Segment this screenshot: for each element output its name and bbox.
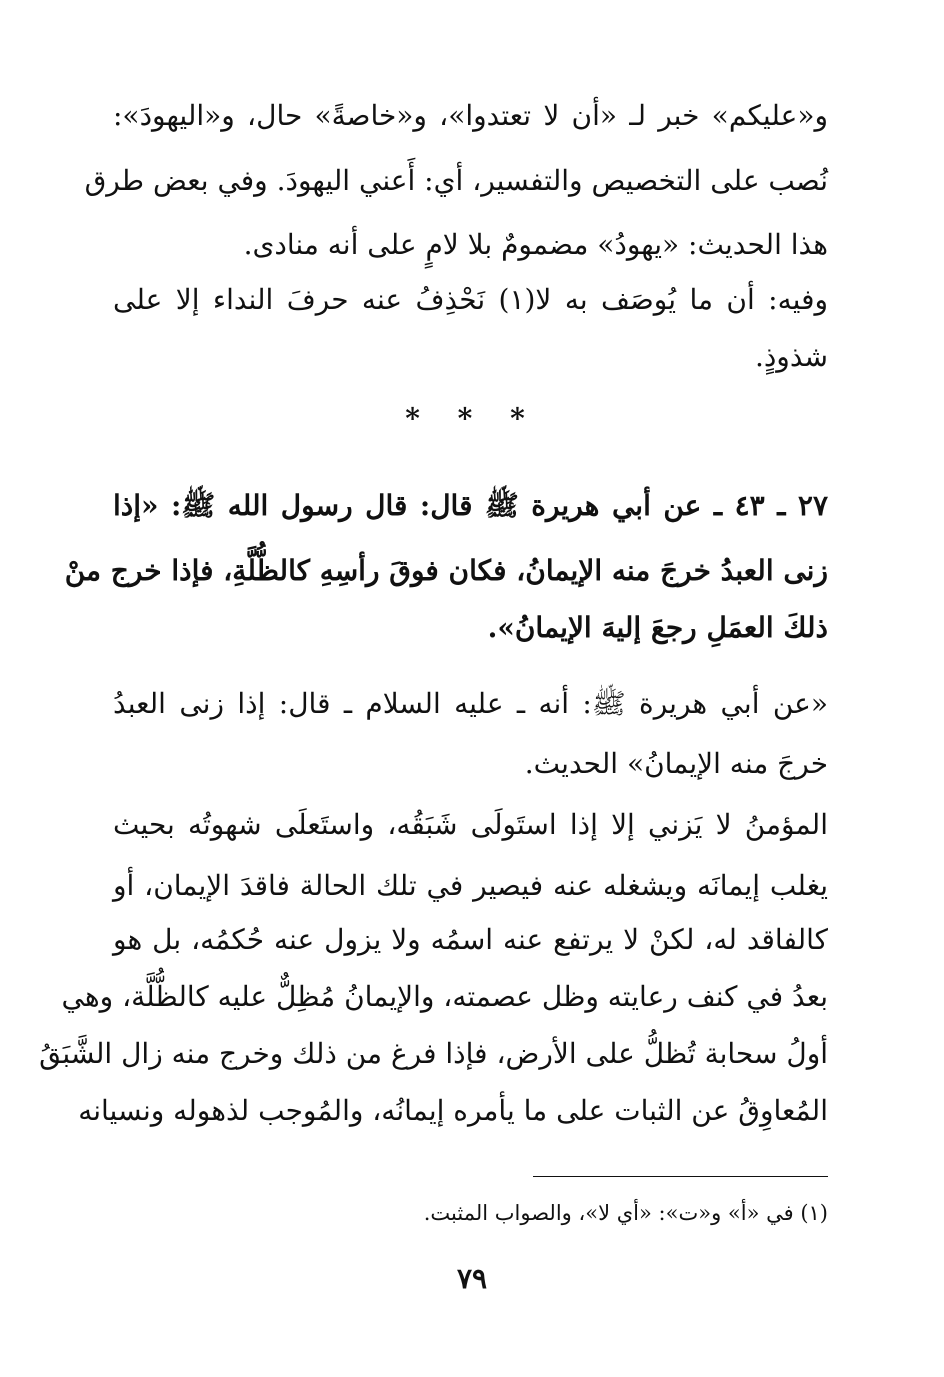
- text-line: كالفاقد له، لكنْ لا يرتفع عنه اسمُه ولا يزول عنه حُكمُه، بل هو: [113, 923, 828, 956]
- text-line: هذا الحديث: «يهودُ» مضمومٌ بلا لامٍ على أنه منادى.: [243, 228, 828, 261]
- text-line: نُصب على التخصيص والتفسير، أي: أَعني اليهودَ. وفي بعض طرق: [84, 164, 828, 197]
- text-line: «عن أبي هريرة ﷺ: أنه ـ عليه السلام ـ قال: إذا زنى العبدُ: [113, 687, 828, 720]
- footnote: (١) في «أ» و«ت»: «أي لا»، والصواب المثبت.: [423, 1201, 828, 1225]
- text-line: أولُ سحابة تُظلُّ على الأرض، فإذا فرغ من ذلك وخرج منه زال الشَّبَقُ: [39, 1037, 828, 1070]
- hadith-text-line: زنى العبدُ خرجَ منه الإيمانُ، فكان فوقَ رأسِهِ كالظُّلَّةِ، فإذا خرج منْ: [64, 554, 828, 587]
- page-number: ٧٩: [456, 1262, 488, 1295]
- text-line: خرجَ منه الإيمانُ» الحديث.: [524, 747, 828, 780]
- section-separator: * * *: [405, 402, 539, 435]
- footnote-divider: [533, 1176, 828, 1177]
- text-line: المؤمنُ لا يَزني إلا إذا استَولَى شَبَقُه، واستَعلَى شهوتُه بحيث: [113, 808, 828, 841]
- text-line: و«عليكم» خبر لـ «أن لا تعتدوا»، و«خاصةً» حال، و«اليهودَ»:: [113, 99, 828, 132]
- text-line: وفيه: أن ما يُوصَف به لا(١) نَحْذِفُ عنه حرفَ النداء إلا على: [113, 283, 828, 316]
- text-line: شذوذٍ.: [754, 340, 828, 373]
- hadith-text-line: ذلكَ العمَلِ رجعَ إليهَ الإيمانُ».: [487, 611, 828, 644]
- text-line: بعدُ في كنف رعايته وظل عصمته، والإيمانُ مُظِلٌّ عليه كالظُّلَّة، وهي: [61, 980, 828, 1013]
- text-line: المُعاوِقُ عن الثبات على ما يأمره إيمانُه، والمُوجب لذهوله ونسيانه: [78, 1094, 828, 1127]
- hadith-text-line: ٢٧ ـ ٤٣ ـ عن أبي هريرة ﷺ قال: قال رسول الله ﷺ: «إذا: [113, 489, 828, 522]
- text-line: يغلب إيمانَه ويشغله عنه فيصير في تلك الحالة فاقدَ الإيمان، أو: [113, 869, 828, 902]
